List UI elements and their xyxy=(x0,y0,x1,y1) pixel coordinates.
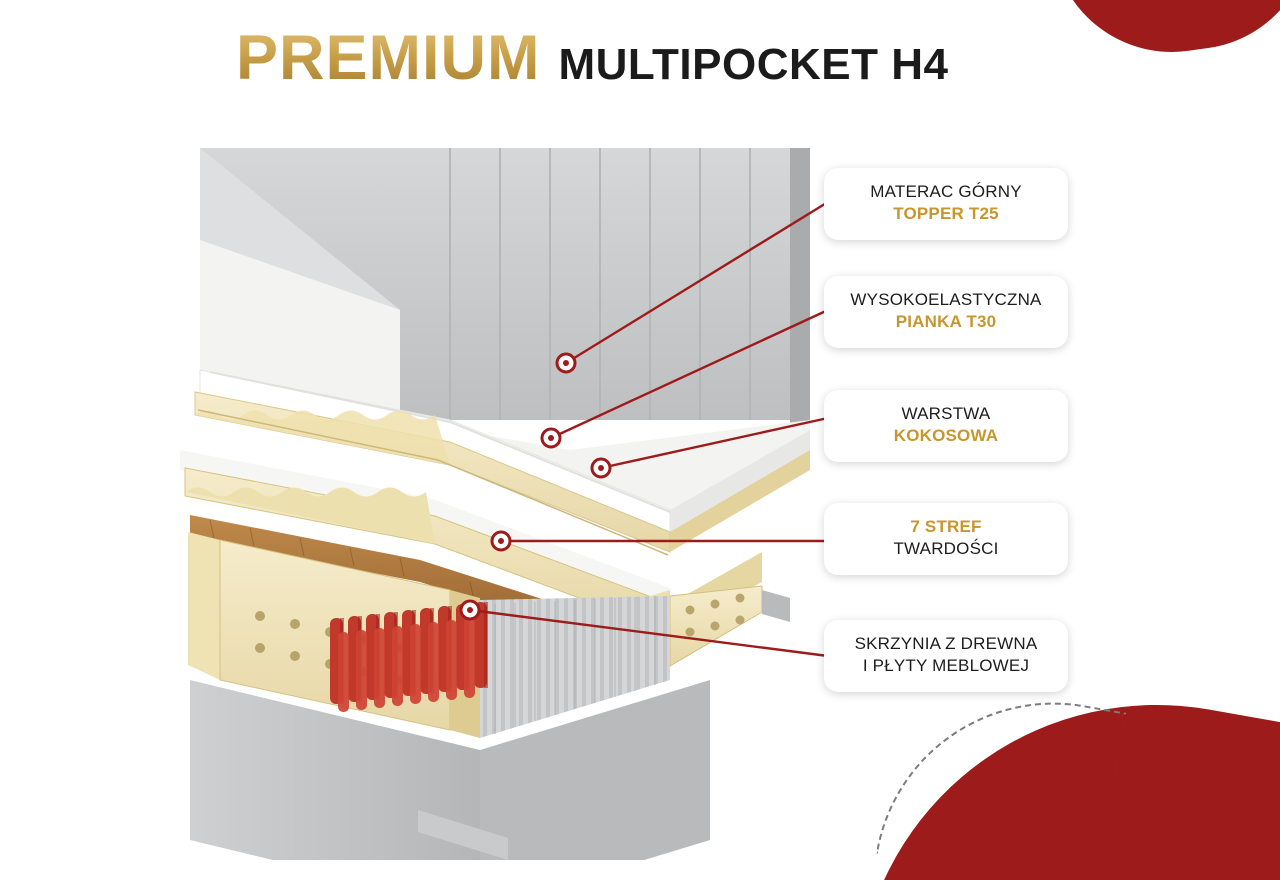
page-title xyxy=(236,22,948,94)
decorative-dashed-arc xyxy=(876,674,1126,880)
title-model: MULTIPOCKET H4 xyxy=(558,40,949,89)
callout-foam-line2: PIANKA T30 xyxy=(895,312,997,332)
bed-cutaway-illustration xyxy=(150,120,890,860)
callout-topper-line2: TOPPER T25 xyxy=(893,204,999,224)
decorative-corner-top-right xyxy=(1053,0,1280,68)
callout-foam xyxy=(824,276,1068,348)
callout-coco xyxy=(824,390,1068,462)
callout-coco-line2: KOKOSOWA xyxy=(893,426,999,446)
callout-topper-line1: MATERAC GÓRNY xyxy=(870,182,1022,201)
callout-zones xyxy=(824,503,1068,575)
callout-zones-line2: TWARDOŚCI xyxy=(893,539,999,559)
callout-foam-line1: WYSOKOELASTYCZNA xyxy=(850,290,1042,309)
callout-topper xyxy=(824,168,1068,240)
callout-box xyxy=(824,620,1068,692)
callout-box-line1: SKRZYNIA Z DREWNA xyxy=(854,634,1038,653)
callout-zones-line1: 7 STREF xyxy=(910,517,982,536)
title-premium: PREMIUM xyxy=(236,23,541,93)
callout-box-line2: I PŁYTY MEBLOWEJ xyxy=(862,656,1030,676)
callout-coco-line1: WARSTWA xyxy=(901,404,991,423)
